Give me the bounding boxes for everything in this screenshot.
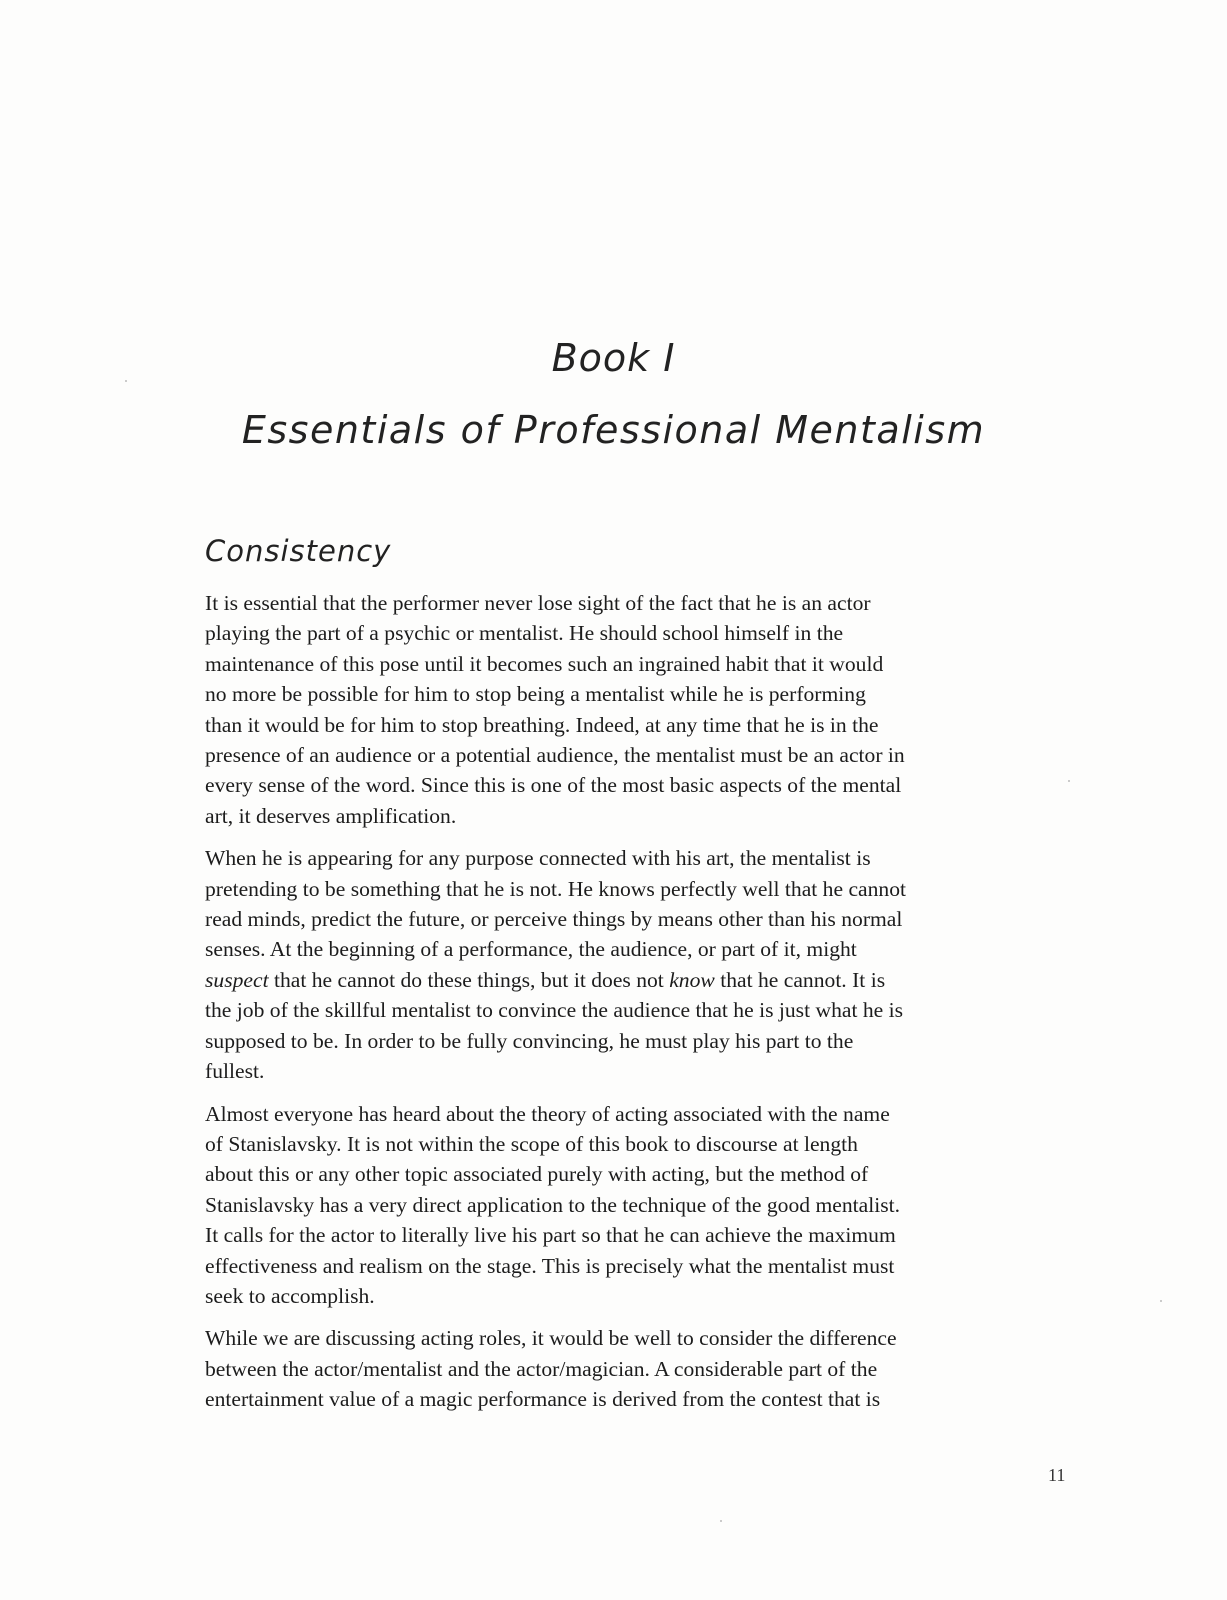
text-line: maintenance of this pose until it becomes such an ingrained habit that it would	[205, 651, 884, 676]
text-line: pretending to be something that he is not. He knows perfectly well that he cannot	[205, 876, 907, 901]
paragraph-2	[205, 843, 1075, 1086]
text-line: senses. At the beginning of a performance, the audience, or part of it, might	[205, 937, 857, 962]
text-line: than it would be for him to stop breathing. Indeed, at any time that he is in the	[205, 712, 879, 737]
emphasis-know: know	[669, 967, 715, 992]
text-line: supposed to be. In order to be fully convincing, he must play his part to the	[205, 1028, 854, 1053]
page-number: 11	[1048, 1465, 1066, 1485]
text-line: While we are discussing acting roles, it would be well to consider the difference	[205, 1326, 897, 1351]
book-number-heading: Book I	[551, 336, 676, 380]
text-line-with-emphasis	[205, 965, 1075, 995]
text-line: It calls for the actor to literally live his part so that he can achieve the maximum	[205, 1223, 896, 1248]
text-fragment: that he cannot. It is	[714, 967, 886, 992]
text-line: effectiveness and realism on the stage. This is precisely what the mentalist must	[205, 1253, 895, 1278]
text-line: every sense of the word. Since this is one of the most basic aspects of the mental	[205, 773, 902, 798]
scan-speck	[1160, 1300, 1162, 1302]
text-line: It is essential that the performer never lose sight of the fact that he is an actor	[205, 591, 871, 615]
text-line: presence of an audience or a potential audience, the mentalist must be an actor in	[205, 743, 905, 768]
text-line: of Stanislavsky. It is not within the scope of this book to discourse at length	[205, 1131, 858, 1156]
text-line: between the actor/mentalist and the actor/magician. A considerable part of the	[205, 1356, 878, 1381]
text-line: art, it deserves amplification.	[205, 803, 457, 828]
text-line: playing the part of a psychic or mentalist. He should school himself in the	[205, 621, 844, 646]
text-line: the job of the skillful mentalist to convince the audience that he is just what he is	[205, 998, 904, 1023]
text-line: seek to accomplish.	[205, 1283, 375, 1308]
section-heading: Consistency	[205, 534, 392, 568]
text-fragment: that he cannot do these things, but it does not	[268, 967, 670, 992]
text-line: read minds, predict the future, or perceive things by means other than his normal	[205, 907, 903, 932]
scan-speck	[720, 1520, 722, 1522]
emphasis-suspect: suspect	[205, 967, 269, 992]
text-line: Almost everyone has heard about the theory of acting associated with the name	[205, 1101, 890, 1126]
text-line: Stanislavsky has a very direct application to the technique of the good mentalist.	[205, 1192, 901, 1217]
text-line: no more be possible for him to stop being a mentalist while he is performing	[205, 682, 866, 707]
paragraph-4	[205, 1323, 1075, 1414]
paragraph-1	[205, 588, 1075, 831]
book-title-heading: Essentials of Professional Mentalism	[241, 408, 986, 452]
body-text	[205, 588, 1075, 1427]
text-line: fullest.	[205, 1059, 265, 1084]
text-line: entertainment value of a magic performance is derived from the contest that is	[205, 1387, 881, 1412]
paragraph-3	[205, 1099, 1075, 1312]
text-line: about this or any other topic associated purely with acting, but the method of	[205, 1162, 869, 1187]
scan-speck	[1068, 780, 1070, 782]
text-line: When he is appearing for any purpose connected with his art, the mentalist is	[205, 846, 871, 871]
scan-speck	[125, 380, 127, 382]
